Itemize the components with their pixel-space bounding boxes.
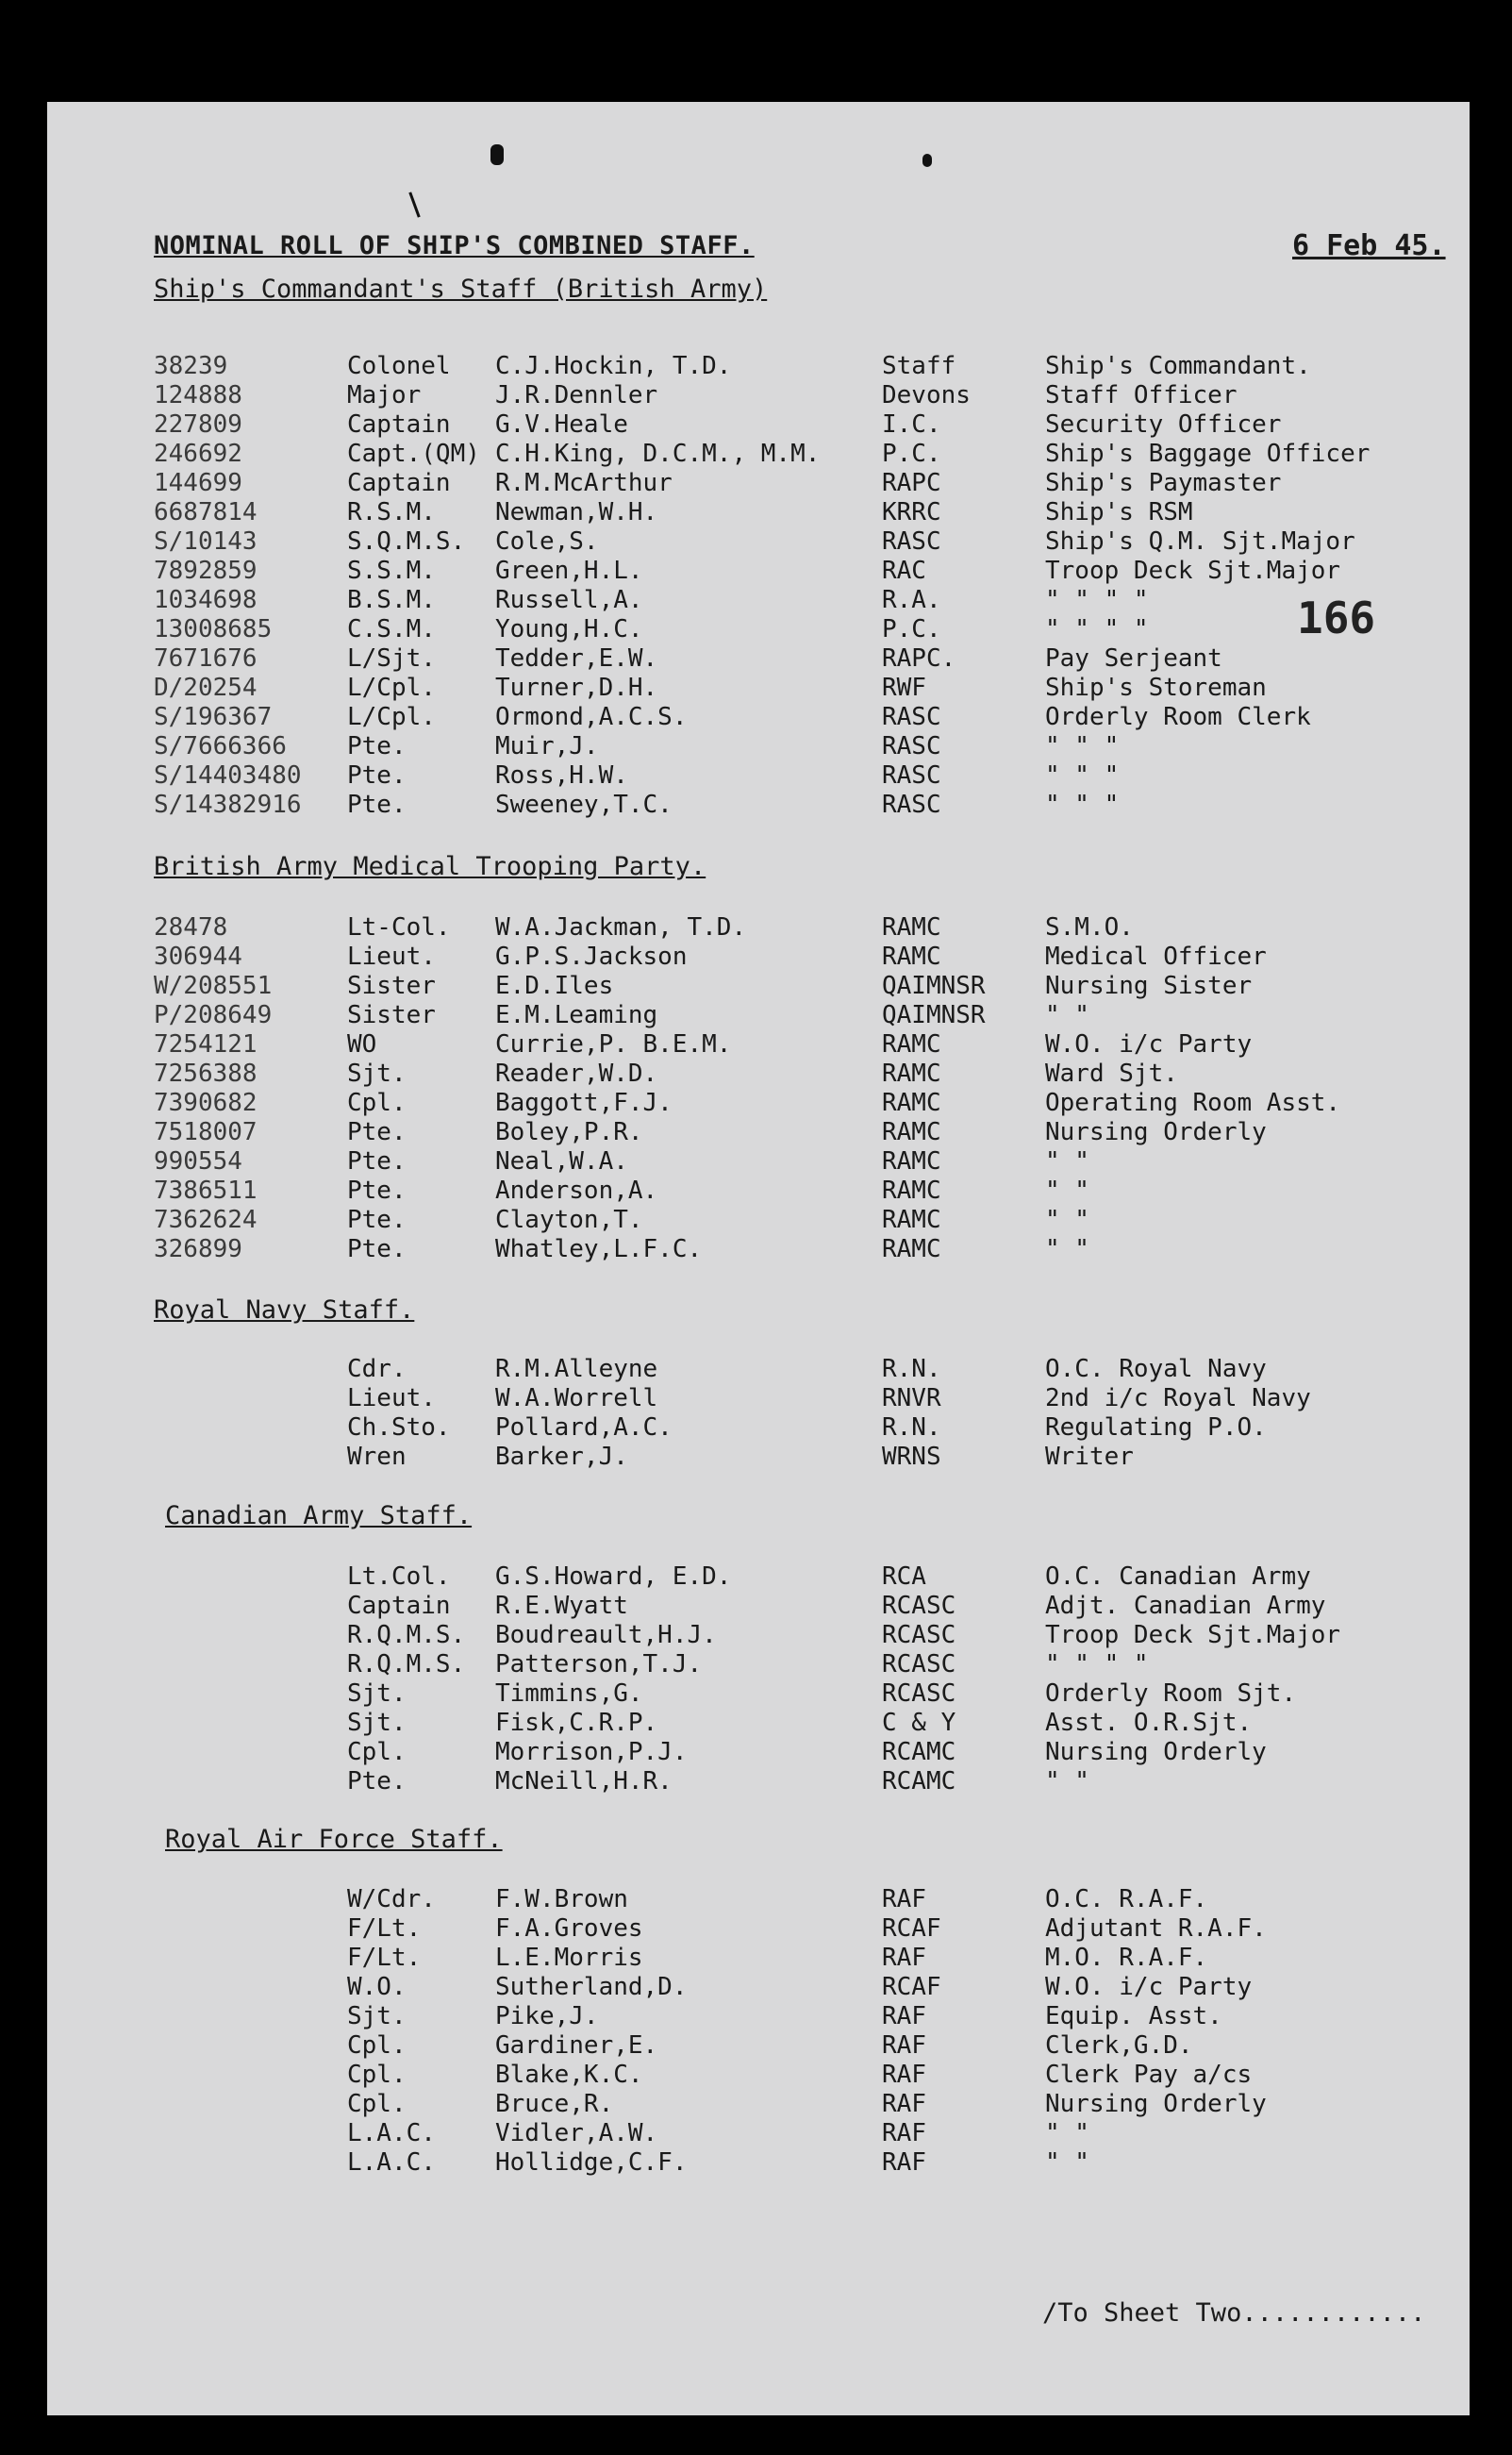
cell-name: E.M.Leaming xyxy=(495,1001,658,1029)
cell-rank: Cpl. xyxy=(347,1738,407,1766)
cell-rank: Major xyxy=(347,381,422,409)
personnel-row xyxy=(47,972,1470,1001)
personnel-row xyxy=(47,1621,1470,1650)
cell-name: Baggott,F.J. xyxy=(495,1089,673,1117)
cell-name: E.D.Iles xyxy=(495,972,614,1000)
cell-rank: Cpl. xyxy=(347,1089,407,1117)
cell-num: 7386511 xyxy=(154,1177,258,1205)
cell-rank: Cpl. xyxy=(347,2090,407,2118)
personnel-row xyxy=(47,1650,1470,1679)
cell-name: F.W.Brown xyxy=(495,1885,628,1913)
cell-rank: Pte. xyxy=(347,1235,407,1263)
cell-unit: RAMC xyxy=(882,1147,941,1176)
section-heading: British Army Medical Trooping Party. xyxy=(154,852,706,881)
cell-appointment: Medical Officer xyxy=(1045,943,1267,971)
cell-name: G.V.Heale xyxy=(495,410,628,439)
cell-rank: S.Q.M.S. xyxy=(347,527,466,556)
cell-rank: Cdr. xyxy=(347,1355,407,1383)
cell-unit: KRRC xyxy=(882,498,941,526)
cell-appointment: " " " " xyxy=(1045,1650,1149,1678)
cell-appointment: " " " " xyxy=(1045,586,1149,614)
cell-unit: P.C. xyxy=(882,615,941,643)
cell-appointment: S.M.O. xyxy=(1045,913,1134,942)
cell-unit: R.A. xyxy=(882,586,941,614)
cell-unit: RAF xyxy=(882,2002,926,2030)
cell-rank: L.A.C. xyxy=(347,2148,436,2177)
cell-num: S/14382916 xyxy=(154,791,302,819)
personnel-row xyxy=(47,1738,1470,1767)
cell-rank: Lieut. xyxy=(347,943,436,971)
cell-name: Bruce,R. xyxy=(495,2090,614,2118)
cell-appointment: Nursing Orderly xyxy=(1045,2090,1267,2118)
cell-name: Timmins,G. xyxy=(495,1679,643,1708)
cell-unit: RAC xyxy=(882,557,926,585)
cell-unit: P.C. xyxy=(882,440,941,468)
cell-appointment: " " xyxy=(1045,2119,1089,2147)
cell-rank: Ch.Sto. xyxy=(347,1413,451,1442)
cell-num: 13008685 xyxy=(154,615,273,643)
cell-unit: RAF xyxy=(882,2119,926,2147)
cell-unit: RASC xyxy=(882,527,941,556)
cell-rank: W.O. xyxy=(347,1973,407,2001)
cell-rank: Sjt. xyxy=(347,1060,407,1088)
cell-appointment: W.O. i/c Party xyxy=(1045,1030,1253,1059)
cell-appointment: " " " xyxy=(1045,791,1120,819)
personnel-row xyxy=(47,2031,1470,2061)
personnel-row xyxy=(47,1562,1470,1592)
cell-unit: RCASC xyxy=(882,1679,956,1708)
personnel-row xyxy=(47,1443,1470,1472)
cell-rank: Cpl. xyxy=(347,2061,407,2089)
continuation-note: /To Sheet Two............ xyxy=(1042,2298,1426,2328)
cell-num: 144699 xyxy=(154,469,242,497)
cell-name: Sutherland,D. xyxy=(495,1973,688,2001)
cell-appointment: Pay Serjeant xyxy=(1045,644,1222,673)
personnel-row xyxy=(47,1147,1470,1177)
cell-rank: L.A.C. xyxy=(347,2119,436,2147)
cell-unit: Devons xyxy=(882,381,971,409)
cell-rank: WO xyxy=(347,1030,377,1059)
cell-name: C.H.King, D.C.M., M.M. xyxy=(495,440,821,468)
cell-appointment: Staff Officer xyxy=(1045,381,1238,409)
cell-name: Boudreault,H.J. xyxy=(495,1621,717,1649)
cell-name: W.A.Jackman, T.D. xyxy=(495,913,747,942)
personnel-row xyxy=(47,913,1470,943)
personnel-row xyxy=(47,1973,1470,2002)
cell-num: 7362624 xyxy=(154,1206,258,1234)
cell-name: Cole,S. xyxy=(495,527,599,556)
cell-appointment: " " xyxy=(1045,1206,1089,1234)
cell-unit: RCA xyxy=(882,1562,926,1591)
section-heading: Royal Air Force Staff. xyxy=(165,1825,503,1854)
cell-name: Morrison,P.J. xyxy=(495,1738,688,1766)
personnel-row xyxy=(47,1060,1470,1089)
cell-name: Muir,J. xyxy=(495,732,599,760)
cell-num: S/196367 xyxy=(154,703,273,731)
personnel-row xyxy=(47,1767,1470,1796)
cell-rank: Sjt. xyxy=(347,1709,407,1737)
page-number-stamp: 166 xyxy=(1297,593,1376,643)
cell-rank: B.S.M. xyxy=(347,586,436,614)
cell-appointment: " " xyxy=(1045,1001,1089,1029)
cell-num: 7256388 xyxy=(154,1060,258,1088)
personnel-row xyxy=(47,1355,1470,1384)
personnel-row xyxy=(47,381,1470,410)
cell-num: 38239 xyxy=(154,352,228,380)
cell-unit: RAMC xyxy=(882,1206,941,1234)
cell-rank: R.Q.M.S. xyxy=(347,1621,466,1649)
cell-unit: RAMC xyxy=(882,943,941,971)
personnel-row xyxy=(47,1709,1470,1738)
cell-unit: RAMC xyxy=(882,913,941,942)
cell-appointment: Clerk Pay a/cs xyxy=(1045,2061,1253,2089)
personnel-row xyxy=(47,557,1470,586)
cell-appointment: Ship's Commandant. xyxy=(1045,352,1311,380)
section-heading: Ship's Commandant's Staff (British Army) xyxy=(154,275,768,304)
personnel-row xyxy=(47,1592,1470,1621)
cell-unit: RAPC xyxy=(882,469,941,497)
cell-rank: Sjt. xyxy=(347,2002,407,2030)
personnel-row xyxy=(47,644,1470,674)
cell-unit: C & Y xyxy=(882,1709,956,1737)
cell-appointment: Adjutant R.A.F. xyxy=(1045,1914,1267,1943)
cell-num: D/20254 xyxy=(154,674,258,702)
cell-name: Neal,W.A. xyxy=(495,1147,628,1176)
cell-appointment: " " xyxy=(1045,1767,1089,1795)
cell-name: Sweeney,T.C. xyxy=(495,791,673,819)
cell-unit: RAMC xyxy=(882,1235,941,1263)
cell-name: J.R.Dennler xyxy=(495,381,658,409)
cell-rank: F/Lt. xyxy=(347,1944,422,1972)
cell-name: W.A.Worrell xyxy=(495,1384,658,1412)
personnel-row xyxy=(47,1206,1470,1235)
document-page xyxy=(47,102,1470,2415)
personnel-row xyxy=(47,1944,1470,1973)
cell-rank: Capt.(QM) xyxy=(347,440,480,468)
cell-num: 1034698 xyxy=(154,586,258,614)
cell-rank: Lieut. xyxy=(347,1384,436,1412)
cell-unit: R.N. xyxy=(882,1413,941,1442)
personnel-row xyxy=(47,1679,1470,1709)
cell-num: S/10143 xyxy=(154,527,258,556)
cell-appointment: Troop Deck Sjt.Major xyxy=(1045,557,1341,585)
cell-name: Newman,W.H. xyxy=(495,498,658,526)
personnel-row xyxy=(47,1001,1470,1030)
cell-unit: RAMC xyxy=(882,1030,941,1059)
cell-rank: Colonel xyxy=(347,352,451,380)
cell-name: Russell,A. xyxy=(495,586,643,614)
cell-unit: RCASC xyxy=(882,1592,956,1620)
personnel-row xyxy=(47,674,1470,703)
cell-appointment: Writer xyxy=(1045,1443,1134,1471)
cell-unit: RAF xyxy=(882,2061,926,2089)
cell-appointment: Equip. Asst. xyxy=(1045,2002,1222,2030)
cell-num: S/14403480 xyxy=(154,761,302,790)
cell-appointment: " " xyxy=(1045,1147,1089,1176)
section-heading: Canadian Army Staff. xyxy=(165,1501,473,1530)
personnel-row xyxy=(47,586,1470,615)
cell-num: 227809 xyxy=(154,410,242,439)
cell-num: 306944 xyxy=(154,943,242,971)
personnel-row xyxy=(47,1235,1470,1264)
cell-rank: Pte. xyxy=(347,1147,407,1176)
cell-unit: RAF xyxy=(882,1885,926,1913)
cell-unit: RASC xyxy=(882,761,941,790)
cell-appointment: Clerk,G.D. xyxy=(1045,2031,1193,2060)
personnel-row xyxy=(47,1413,1470,1443)
cell-unit: WRNS xyxy=(882,1443,941,1471)
cell-num: 124888 xyxy=(154,381,242,409)
cell-name: Ross,H.W. xyxy=(495,761,628,790)
cell-unit: RCAMC xyxy=(882,1738,956,1766)
cell-name: Ormond,A.C.S. xyxy=(495,703,688,731)
cell-appointment: Regulating P.O. xyxy=(1045,1413,1267,1442)
cell-rank: Wren xyxy=(347,1443,407,1471)
cell-appointment: Ship's Baggage Officer xyxy=(1045,440,1371,468)
personnel-row xyxy=(47,440,1470,469)
cell-unit: RASC xyxy=(882,791,941,819)
cell-name: Hollidge,C.F. xyxy=(495,2148,688,2177)
cell-name: Anderson,A. xyxy=(495,1177,658,1205)
cell-name: Clayton,T. xyxy=(495,1206,643,1234)
cell-num: 7390682 xyxy=(154,1089,258,1117)
punch-hole-mark xyxy=(490,144,504,165)
cell-unit: RCASC xyxy=(882,1650,956,1678)
cell-num: S/7666366 xyxy=(154,732,287,760)
personnel-row xyxy=(47,615,1470,644)
cell-unit: RCAF xyxy=(882,1973,941,2001)
cell-rank: Pte. xyxy=(347,1767,407,1795)
cell-rank: R.S.M. xyxy=(347,498,436,526)
cell-name: Currie,P. B.E.M. xyxy=(495,1030,732,1059)
cell-name: Tedder,E.W. xyxy=(495,644,658,673)
cell-rank: Pte. xyxy=(347,1206,407,1234)
ink-blot-mark xyxy=(922,154,932,167)
cell-name: Blake,K.C. xyxy=(495,2061,643,2089)
cell-unit: RASC xyxy=(882,703,941,731)
personnel-row xyxy=(47,2148,1470,2178)
cell-name: Gardiner,E. xyxy=(495,2031,658,2060)
section-heading: Royal Navy Staff. xyxy=(154,1295,415,1325)
cell-unit: RAMC xyxy=(882,1177,941,1205)
cell-unit: RCAMC xyxy=(882,1767,956,1795)
cell-rank: L/Sjt. xyxy=(347,644,436,673)
cell-rank: Sister xyxy=(347,1001,436,1029)
personnel-row xyxy=(47,2002,1470,2031)
cell-rank: R.Q.M.S. xyxy=(347,1650,466,1678)
cell-unit: QAIMNSR xyxy=(882,972,986,1000)
cell-unit: RCAF xyxy=(882,1914,941,1943)
cell-appointment: O.C. Royal Navy xyxy=(1045,1355,1267,1383)
personnel-row xyxy=(47,1089,1470,1118)
cell-unit: QAIMNSR xyxy=(882,1001,986,1029)
cell-appointment: Orderly Room Sjt. xyxy=(1045,1679,1297,1708)
cell-appointment: " " " xyxy=(1045,761,1120,790)
cell-rank: Captain xyxy=(347,410,451,439)
cell-unit: RAMC xyxy=(882,1060,941,1088)
personnel-row xyxy=(47,943,1470,972)
cell-rank: Cpl. xyxy=(347,2031,407,2060)
cell-rank: F/Lt. xyxy=(347,1914,422,1943)
cell-name: C.J.Hockin, T.D. xyxy=(495,352,732,380)
cell-num: 28478 xyxy=(154,913,228,942)
cell-appointment: Adjt. Canadian Army xyxy=(1045,1592,1326,1620)
cell-name: Young,H.C. xyxy=(495,615,643,643)
cell-appointment: " " " " xyxy=(1045,615,1149,643)
cell-rank: L/Cpl. xyxy=(347,674,436,702)
personnel-row xyxy=(47,732,1470,761)
personnel-row xyxy=(47,498,1470,527)
cell-unit: RCASC xyxy=(882,1621,956,1649)
cell-appointment: Asst. O.R.Sjt. xyxy=(1045,1709,1253,1737)
cell-unit: RAMC xyxy=(882,1118,941,1146)
cell-rank: Captain xyxy=(347,1592,451,1620)
cell-unit: RNVR xyxy=(882,1384,941,1412)
cell-name: Fisk,C.R.P. xyxy=(495,1709,658,1737)
personnel-row xyxy=(47,791,1470,820)
cell-unit: RWF xyxy=(882,674,926,702)
personnel-row xyxy=(47,1914,1470,1944)
personnel-row xyxy=(47,1885,1470,1914)
cell-rank: W/Cdr. xyxy=(347,1885,436,1913)
personnel-row xyxy=(47,703,1470,732)
cell-rank: Pte. xyxy=(347,732,407,760)
cell-name: Turner,D.H. xyxy=(495,674,658,702)
cell-rank: Lt.Col. xyxy=(347,1562,451,1591)
cell-rank: L/Cpl. xyxy=(347,703,436,731)
cell-num: 7254121 xyxy=(154,1030,258,1059)
cell-appointment: Ship's RSM xyxy=(1045,498,1193,526)
cell-name: G.P.S.Jackson xyxy=(495,943,688,971)
personnel-row xyxy=(47,1030,1470,1060)
cell-appointment: M.O. R.A.F. xyxy=(1045,1944,1208,1972)
cell-appointment: " " xyxy=(1045,1235,1089,1263)
cell-unit: RAMC xyxy=(882,1089,941,1117)
personnel-row xyxy=(47,2090,1470,2119)
cell-unit: I.C. xyxy=(882,410,941,439)
cell-appointment: Ship's Q.M. Sjt.Major xyxy=(1045,527,1355,556)
cell-appointment: 2nd i/c Royal Navy xyxy=(1045,1384,1311,1412)
cell-name: L.E.Morris xyxy=(495,1944,643,1972)
cell-num: P/208649 xyxy=(154,1001,273,1029)
cell-num: W/208551 xyxy=(154,972,273,1000)
personnel-row xyxy=(47,527,1470,557)
cell-num: 990554 xyxy=(154,1147,242,1176)
cell-rank: Lt-Col. xyxy=(347,913,451,942)
cell-rank: Pte. xyxy=(347,791,407,819)
cell-appointment: " " xyxy=(1045,2148,1089,2177)
cell-appointment: Nursing Orderly xyxy=(1045,1118,1267,1146)
cell-name: G.S.Howard, E.D. xyxy=(495,1562,732,1591)
personnel-row xyxy=(47,2119,1470,2148)
personnel-row xyxy=(47,410,1470,440)
cell-name: Barker,J. xyxy=(495,1443,628,1471)
cell-appointment: Nursing Orderly xyxy=(1045,1738,1267,1766)
cell-num: 6687814 xyxy=(154,498,258,526)
cell-appointment: Orderly Room Clerk xyxy=(1045,703,1311,731)
cell-rank: Pte. xyxy=(347,1177,407,1205)
cell-name: Patterson,T.J. xyxy=(495,1650,703,1678)
cell-num: 246692 xyxy=(154,440,242,468)
cell-name: F.A.Groves xyxy=(495,1914,643,1943)
cell-appointment: Troop Deck Sjt.Major xyxy=(1045,1621,1341,1649)
cell-unit: RASC xyxy=(882,732,941,760)
cell-num: 326899 xyxy=(154,1235,242,1263)
cell-name: Pike,J. xyxy=(495,2002,599,2030)
cell-unit: RAPC. xyxy=(882,644,956,673)
cell-rank: Sister xyxy=(347,972,436,1000)
cell-num: 7518007 xyxy=(154,1118,258,1146)
cell-name: R.E.Wyatt xyxy=(495,1592,628,1620)
cell-name: Whatley,L.F.C. xyxy=(495,1235,703,1263)
cell-appointment: Ward Sjt. xyxy=(1045,1060,1178,1088)
cell-appointment: " " xyxy=(1045,1177,1089,1205)
cell-name: Vidler,A.W. xyxy=(495,2119,658,2147)
cell-appointment: Ship's Paymaster xyxy=(1045,469,1282,497)
cell-appointment: O.C. Canadian Army xyxy=(1045,1562,1311,1591)
cell-unit: RAF xyxy=(882,2148,926,2177)
cell-name: Boley,P.R. xyxy=(495,1118,643,1146)
cell-name: Reader,W.D. xyxy=(495,1060,658,1088)
cell-appointment: W.O. i/c Party xyxy=(1045,1973,1253,2001)
personnel-row xyxy=(47,1177,1470,1206)
cell-unit: R.N. xyxy=(882,1355,941,1383)
cell-unit: RAF xyxy=(882,1944,926,1972)
cell-appointment: Security Officer xyxy=(1045,410,1282,439)
cell-rank: Sjt. xyxy=(347,1679,407,1708)
cell-appointment: Nursing Sister xyxy=(1045,972,1253,1000)
cell-appointment: O.C. R.A.F. xyxy=(1045,1885,1208,1913)
cell-unit: RAF xyxy=(882,2090,926,2118)
cell-unit: Staff xyxy=(882,352,956,380)
personnel-row xyxy=(47,1384,1470,1413)
cell-rank: Captain xyxy=(347,469,451,497)
cell-rank: Pte. xyxy=(347,1118,407,1146)
cell-appointment: Ship's Storeman xyxy=(1045,674,1267,702)
personnel-row xyxy=(47,1118,1470,1147)
personnel-row xyxy=(47,2061,1470,2090)
cell-unit: RAF xyxy=(882,2031,926,2060)
cell-name: R.M.McArthur xyxy=(495,469,673,497)
document-date: 6 Feb 45. xyxy=(1292,229,1446,262)
cell-rank: Pte. xyxy=(347,761,407,790)
cell-appointment: Operating Room Asst. xyxy=(1045,1089,1341,1117)
cell-rank: C.S.M. xyxy=(347,615,436,643)
document-title: NOMINAL ROLL OF SHIP'S COMBINED STAFF. xyxy=(154,231,755,260)
personnel-row xyxy=(47,469,1470,498)
cell-name: Pollard,A.C. xyxy=(495,1413,673,1442)
cell-name: R.M.Alleyne xyxy=(495,1355,658,1383)
cell-name: Green,H.L. xyxy=(495,557,643,585)
cell-name: McNeill,H.R. xyxy=(495,1767,673,1795)
personnel-row xyxy=(47,761,1470,791)
cell-num: 7892859 xyxy=(154,557,258,585)
cell-num: 7671676 xyxy=(154,644,258,673)
pen-stroke-mark xyxy=(408,192,420,217)
personnel-row xyxy=(47,352,1470,381)
cell-rank: S.S.M. xyxy=(347,557,436,585)
cell-appointment: " " " xyxy=(1045,732,1120,760)
